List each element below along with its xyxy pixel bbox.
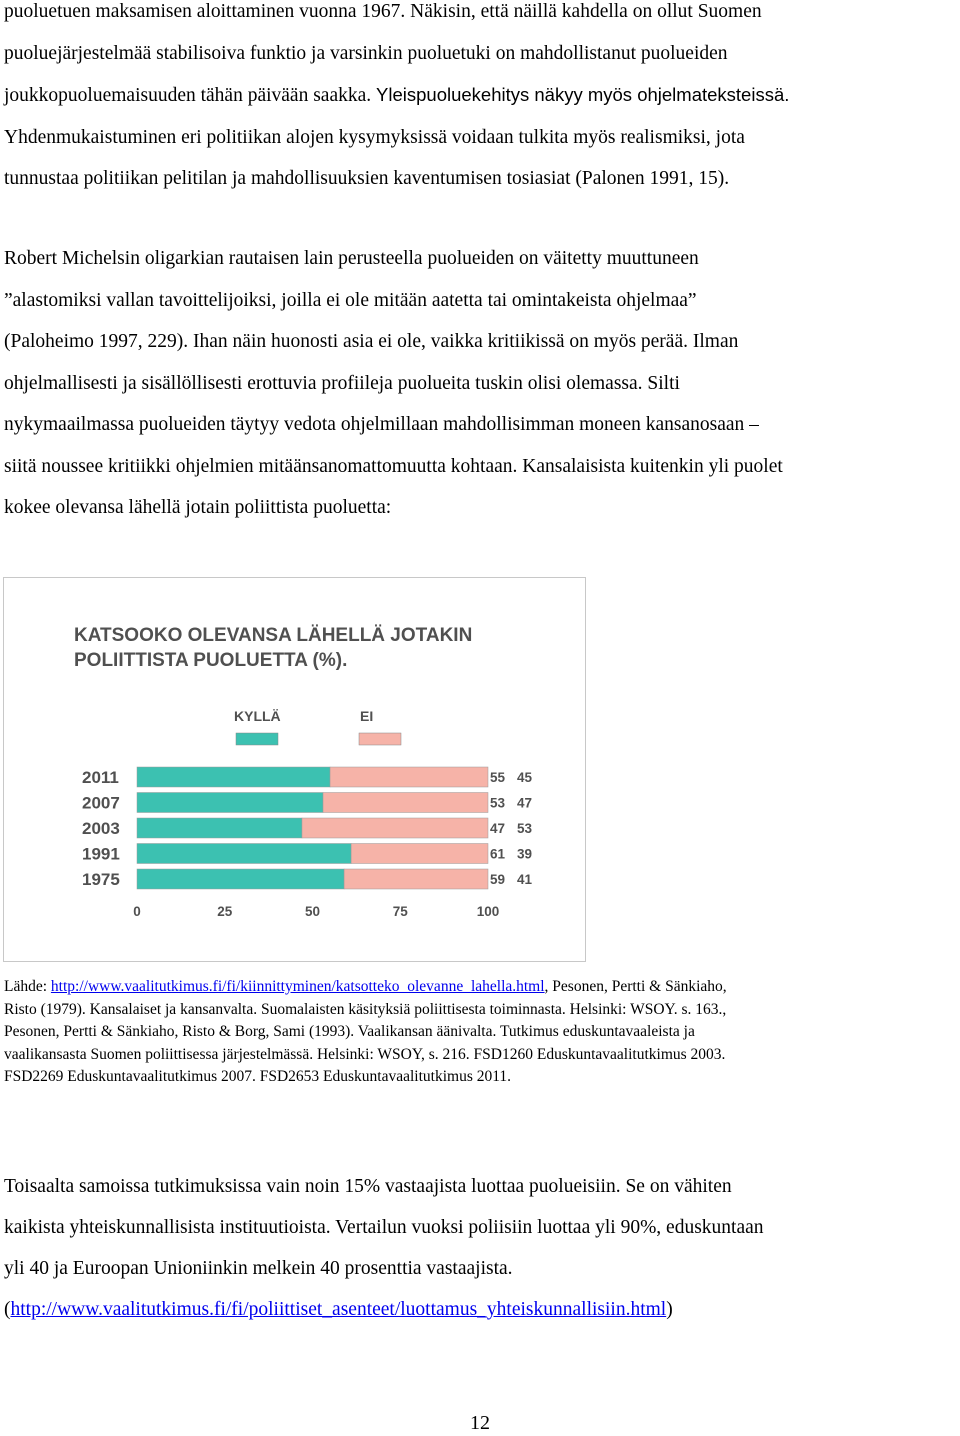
text-line: puoluejärjestelmää stabilisoiva funktio ja varsinkin puoluetuki on mahdollistanut puolueiden — [4, 42, 728, 64]
source-line — [4, 976, 960, 999]
text-line: kaikista yhteiskunnallisista instituutioista. Vertailun vuoksi poliisiin luottaa yli 90%, eduskuntaan — [4, 1217, 764, 1238]
data-label-yes: 59 — [490, 872, 506, 887]
legend-label: KYLLÄ — [234, 708, 281, 724]
source-citation — [4, 976, 960, 1089]
bar-no — [351, 844, 488, 864]
category-label: 2003 — [82, 819, 120, 838]
source-line: vaalikansasta Suomen poliittisessa järjestelmässä. Helsinki: WSOY, s. 216. FSD1260 Eduskuntavaalitutkimus 2003. — [4, 1045, 726, 1063]
data-label-no: 53 — [517, 821, 533, 836]
text-line: Yhdenmukaistuminen eri politiikan alojen kysymyksissä voidaan tulkita myös realismiksi, jota — [4, 126, 745, 148]
text-line: tunnustaa politiikan pelitilan ja mahdollisuuksien kaventumisen tosiasiat (Palonen 1991, 15). — [4, 168, 730, 189]
data-label-no: 39 — [517, 846, 533, 862]
bar-no — [302, 818, 488, 838]
text-line — [4, 74, 789, 117]
text-line: nykymaailmassa puolueiden täytyy vedota ohjelmillaan mahdollisimman moneen kansanosaan – — [4, 414, 759, 435]
bar-no — [344, 869, 488, 889]
text-line — [4, 1289, 764, 1330]
text-segment: joukkopuoluemaisuuden tähän päivään saakka. — [4, 85, 372, 106]
x-tick-label: 25 — [217, 904, 233, 919]
legend-swatch — [236, 733, 278, 745]
x-tick-label: 75 — [392, 904, 408, 919]
data-label-no: 47 — [517, 795, 533, 811]
data-label-yes: 55 — [490, 770, 506, 785]
source-line1-suffix: , Pesonen, Pertti & Sänkiaho, — [544, 978, 727, 995]
bar-yes — [137, 869, 344, 889]
source-prefix: Lähde: — [4, 978, 51, 995]
data-label-yes: 47 — [490, 821, 506, 836]
bar-yes — [137, 767, 330, 787]
data-label-yes: 61 — [490, 846, 506, 862]
text-segment-sans: Yleispuoluekehitys näkyy myös ohjelmateksteissä. — [376, 84, 790, 105]
paragraph-intro — [4, 0, 789, 200]
data-label-yes: 53 — [490, 795, 506, 811]
stacked-bar-chart — [4, 578, 585, 961]
category-label: 1991 — [82, 844, 120, 864]
category-label: 2011 — [82, 768, 119, 787]
page-number: 12 — [470, 1412, 490, 1434]
legend-swatch — [359, 733, 401, 745]
paragraph-michels — [4, 238, 783, 529]
legend-label: EI — [360, 708, 374, 724]
text-line: siitä noussee kritiikki ohjelmien mitäänsanomattomuutta kohtaan. Kansalaisista kuitenkin yli puolet — [4, 455, 783, 477]
chart-title-line2: POLIITTISTA PUOLUETTA (%). — [74, 650, 348, 671]
text-line: kokee olevansa lähellä jotain poliittista puoluetta: — [4, 497, 392, 518]
x-tick-label: 0 — [133, 904, 141, 919]
chart-title-line1: KATSOOKO OLEVANSA LÄHELLÄ JOTAKIN — [74, 625, 473, 646]
bar-no — [330, 767, 488, 787]
paren-close: ) — [666, 1299, 673, 1320]
paragraph-trust — [4, 1166, 764, 1330]
bar-yes — [137, 844, 351, 864]
bar-yes — [137, 793, 323, 813]
data-label-no: 45 — [517, 770, 533, 785]
source-line: Risto (1979). Kansalaiset ja kansanvalta. Suomalaisten käsityksiä poliittisesta toiminnasta. Helsinki: WSOY. s. 163., — [4, 1000, 727, 1018]
category-label: 1975 — [82, 870, 120, 889]
paren-open: ( — [4, 1299, 11, 1320]
text-line: Robert Michelsin oligarkian rautaisen lain perusteella puolueiden on väitetty muuttuneen — [4, 248, 699, 269]
x-tick-label: 100 — [476, 904, 500, 919]
source-line: FSD2269 Eduskuntavaalitutkimus 2007. FSD2653 Eduskuntavaalitutkimus 2011. — [4, 1068, 512, 1085]
bar-no — [323, 793, 488, 813]
data-label-no: 41 — [517, 872, 533, 887]
chart-x-axis — [133, 904, 499, 919]
text-line: puoluetuen maksamisen aloittaminen vuonna 1967. Näkisin, että näillä kahdella on ollut Suomen — [4, 1, 762, 22]
trust-link[interactable]: http://www.vaalitutkimus.fi/fi/poliittiset_asenteet/luottamus_yhteiskunnallisiin.html — [10, 1299, 667, 1320]
text-line: Toisaalta samoissa tutkimuksissa vain noin 15% vastaajista luottaa puolueisiin. Se on vähiten — [4, 1176, 732, 1197]
text-line: (Paloheimo 1997, 229). Ihan näin huonosti asia ei ole, vaikka kritiikissä on myös perää. Ilman — [4, 331, 739, 352]
chart-legend — [234, 708, 401, 745]
source-line: Pesonen, Pertti & Sänkiaho, Risto & Borg, Sami (1993). Vaalikansan äänivalta. Tutkimus eduskuntavaaleista ja — [4, 1023, 695, 1040]
text-line: ”alastomiksi vallan tavoittelijoiksi, joilla ei ole mitään aatetta tai omintakeista ohjelmaa” — [4, 289, 697, 311]
text-line: ohjelmallisesti ja sisällöllisesti erottuvia profiileja puolueita tuskin olisi olemassa. Silti — [4, 372, 680, 394]
x-tick-label: 50 — [304, 904, 321, 919]
bar-yes — [137, 818, 302, 838]
source-link[interactable]: http://www.vaalitutkimus.fi/fi/kiinnittyminen/katsotteko_olevanne_lahella.html — [50, 978, 545, 995]
text-line: yli 40 ja Euroopan Unioniinkin melkein 40 prosenttia vastaajista. — [4, 1258, 513, 1279]
category-label: 2007 — [82, 793, 120, 813]
chart-figure — [3, 577, 586, 962]
chart-bars — [82, 767, 533, 889]
